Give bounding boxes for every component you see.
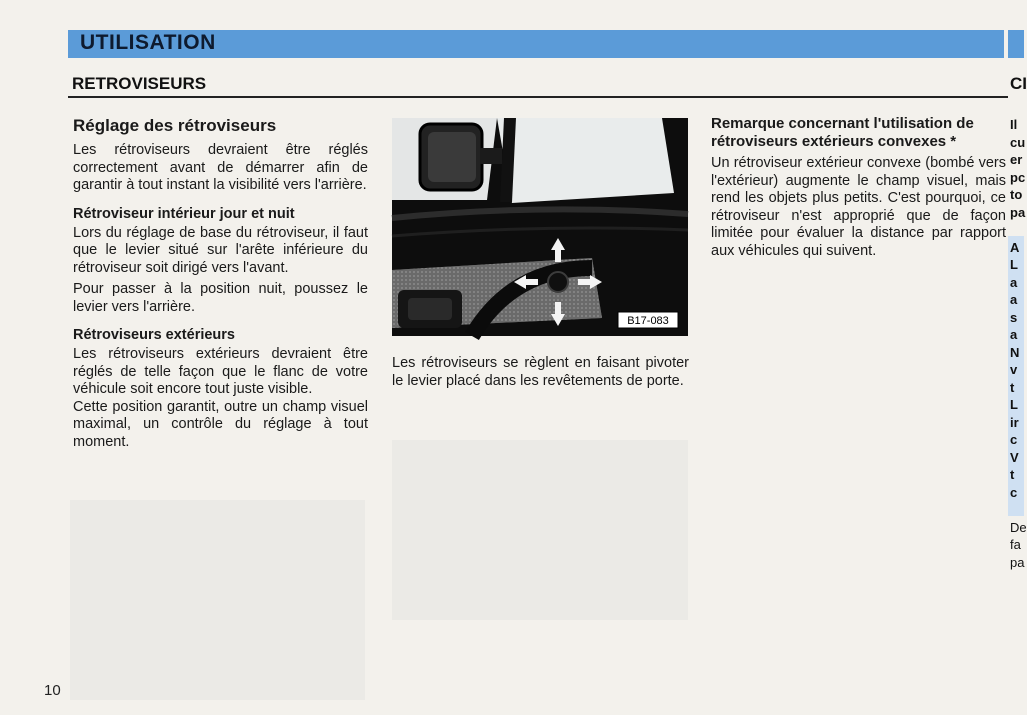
header-band-edge (1008, 30, 1024, 58)
edge-line: er (1010, 152, 1023, 167)
edge-line: pc (1010, 169, 1026, 185)
edge-line: A (1010, 239, 1020, 255)
right-column (711, 115, 1006, 270)
edge-line: fa (1010, 537, 1021, 552)
edge-line: L (1010, 257, 1018, 272)
edge-line: pa (1010, 554, 1025, 570)
edge-line: c (1010, 484, 1018, 500)
edge-line: t (1010, 467, 1015, 482)
convex-mirrors-paragraph: Un rétroviseur extérieur convexe (bombé vers l'extérieur) augmente le champ visuel, mais rend les objets plus petits. C'est pourquoi, ce rétroviseur n'est approprié que de façon limitée pour évaluer la distance par rapport aux véhicules qui suivent. (711, 155, 1006, 259)
edge-line: De (1010, 519, 1027, 535)
edge-line: V (1010, 449, 1019, 465)
heading-exterior-mirrors: Rétroviseurs extérieurs (73, 327, 235, 343)
edge-line: a (1010, 292, 1018, 307)
edge-line: Il (1010, 117, 1018, 132)
door-interior-illustration (392, 118, 688, 336)
edge-line: a (1010, 274, 1018, 290)
heading-convex-mirrors: Remarque concernant l'utilisation de rétroviseurs extérieurs convexes * (711, 115, 974, 150)
edge-line: a (1010, 327, 1018, 342)
edge-line: c (1010, 432, 1018, 447)
intro-paragraph: Les rétroviseurs devraient être réglés correctement avant de démarrer afin de garantir à tout instant la visibilité vers l'arrière. (73, 142, 368, 193)
heading-adjusting-mirrors: Réglage des rétroviseurs (73, 116, 277, 135)
edge-line: cu (1010, 134, 1026, 150)
edge-line: s (1010, 309, 1018, 325)
edge-line: N (1010, 344, 1020, 360)
section-rule (68, 96, 1008, 98)
section-title: RETROVISEURS (72, 74, 207, 93)
bleed-through-area (70, 500, 365, 700)
edge-line: t (1010, 379, 1015, 395)
next-page-text-fragments (1010, 116, 1027, 571)
bleed-through-area (392, 440, 688, 620)
interior-mirror-paragraph: Lors du réglage de base du rétroviseur, il faut que le levier situé sur l'arête inférieure du rétroviseur soit dirigé vers l'avant. (73, 224, 368, 276)
figure-code: B17-083 (627, 315, 669, 327)
page-number: 10 (44, 682, 61, 699)
chapter-title: UTILISATION (80, 31, 216, 54)
edge-line: L (1010, 397, 1018, 412)
edge-line: to (1010, 187, 1023, 202)
exterior-mirrors-paragraph-2: Cette position garantit, outre un champ visuel maximal, un contrôle du réglage à tout moment. (73, 398, 368, 450)
night-position-paragraph: Pour passer à la position nuit, poussez le levier vers l'arrière. (73, 281, 368, 315)
mirror-adjustment-photo (392, 118, 688, 336)
next-page-title-fragment: CI (1010, 74, 1027, 93)
exterior-mirrors-paragraph: Les rétroviseurs extérieurs devraient être réglés de telle façon que le flanc de votre véhicule soit encore tout juste visible. (73, 346, 368, 397)
heading-interior-mirror: Rétroviseur intérieur jour et nuit (73, 205, 295, 222)
figure-caption: Les rétroviseurs se règlent en faisant pivoter le levier placé dans les revêtements de porte. (392, 355, 689, 389)
left-column (73, 116, 368, 461)
edge-line: ir (1010, 414, 1019, 430)
edge-line: v (1010, 362, 1018, 377)
edge-line: pa (1010, 204, 1026, 220)
